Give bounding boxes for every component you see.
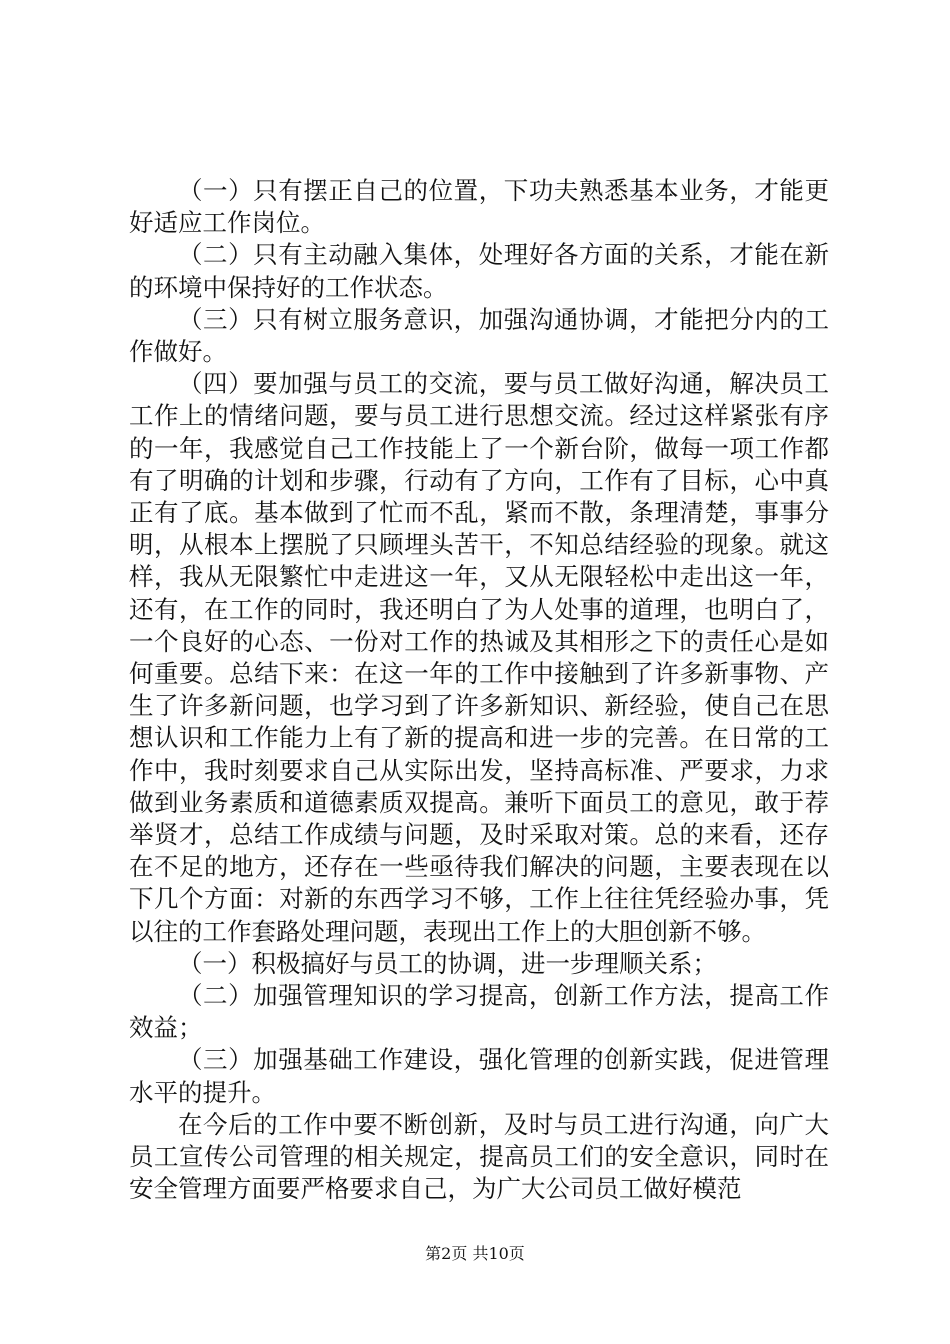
- paragraph-5: （一）积极搞好与员工的协调，进一步理顺关系；: [178, 948, 717, 978]
- paragraph-8: 在今后的工作中要不断创新，及时与员工进行沟通，向广大员工宣传公司管理的相关规定，提高员工们的安全意识，同时在安全管理方面要严格要求自己，为广大公司员工做好模范: [129, 1109, 829, 1204]
- paragraph-7: （三）加强基础工作建设，强化管理的创新实践，促进管理水平的提升。: [129, 1045, 829, 1107]
- paragraph-1: （一）只有摆正自己的位置，下功夫熟悉基本业务，才能更好适应工作岗位。: [129, 176, 829, 238]
- paragraph-2: （二）只有主动融入集体，处理好各方面的关系，才能在新的环境中保持好的工作状态。: [129, 240, 829, 302]
- paragraph-6: （二）加强管理知识的学习提高，创新工作方法，提高工作效益；: [129, 981, 829, 1043]
- page-number-footer: 第2页 共10页: [425, 1244, 525, 1263]
- paragraph-4: （四）要加强与员工的交流，要与员工做好沟通，解决员工工作上的情绪问题，要与员工进行思想交流。经过这样紧张有序的一年，我感觉自己工作技能上了一个新台阶，做每一项工作都有了明确的计划和步骤，行动有了方向，工作有了目标，心中真正有了底。基本做到了忙而不乱，紧而不散，条理清楚，事事分明，从根本上摆脱了只顾埋头苦干，不知总结经验的现象。就这样，我从无限繁忙中走进这一年，又从无限轻松中走出这一年，还有，在工作的同时，我还明白了为人处事的道理，也明白了，一个良好的心态、一份对工作的热诚及其相形之下的责任心是如何重要。总结下来：在这一年的工作中接触到了许多新事物、产生了许多新问题，也学习到了许多新知识、新经验，使自己在思想认识和工作能力上有了新的提高和进一步的完善。在日常的工作中，我时刻要求自己从实际出发，坚持高标准、严要求，力求做到业务素质和道德素质双提高。兼听下面员工的意见，敢于荐举贤才，总结工作成绩与问题，及时采取对策。总的来看，还存在不足的地方，还存在一些亟待我们解决的问题，主要表现在以下几个方面：对新的东西学习不够，工作上往往凭经验办事，凭以往的工作套路处理问题，表现出工作上的大胆创新不够。: [129, 369, 829, 946]
- paragraph-3: （三）只有树立服务意识，加强沟通协调，才能把分内的工作做好。: [129, 304, 829, 367]
- document-body: [129, 175, 829, 1206]
